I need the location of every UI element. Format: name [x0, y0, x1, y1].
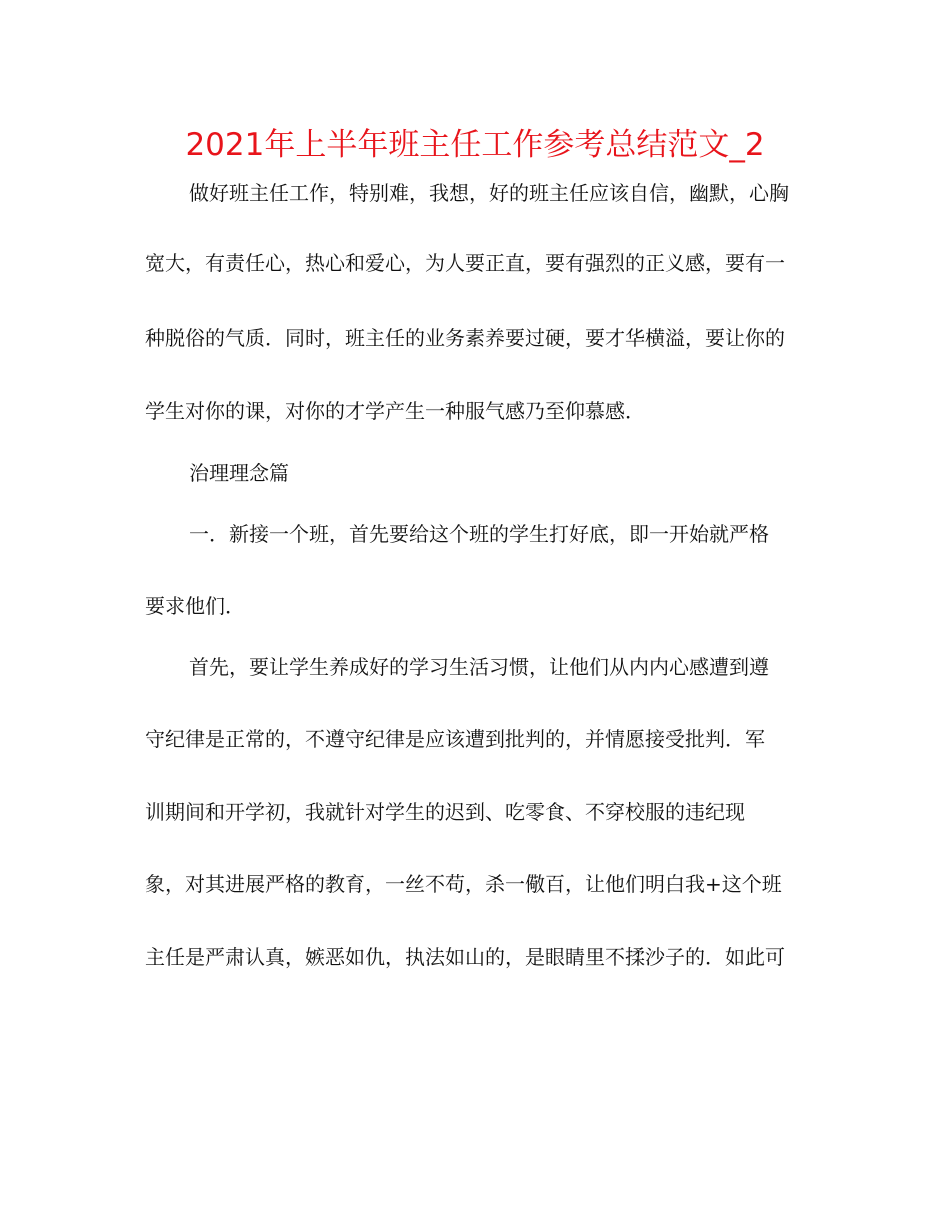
paragraph-line-2: 宽大，有责任心，热心和爱心，为人要正直，要有强烈的正义感，要有一 [145, 251, 785, 275]
paragraph-line-7: 要求他们． [145, 594, 245, 618]
paragraph-line-9: 守纪律是正常的，不遵守纪律是应该遭到批判的，并情愿接受批判．军 [145, 727, 765, 751]
paragraph-line-11: 象，对其进展严格的教育，一丝不苟，杀一儆百，让他们明白我+这个班 [145, 872, 782, 896]
paragraph-line-12: 主任是严肃认真，嫉恶如仇，执法如山的，是眼睛里不揉沙子的．如此可 [145, 945, 785, 969]
document-title: 2021年上半年班主任工作参考总结范文_2 [185, 127, 765, 163]
paragraph-line-3: 种脱俗的气质．同时，班主任的业务素养要过硬，要才华横溢，要让你的 [145, 326, 785, 350]
paragraph-line-4: 学生对你的课，对你的才学产生一种服气感乃至仰慕感． [145, 399, 645, 423]
paragraph-line-1: 做好班主任工作，特别难，我想，好的班主任应该自信，幽默，心胸 [189, 181, 789, 205]
paragraph-line-6: 一．新接一个班，首先要给这个班的学生打好底，即一开始就严格 [189, 522, 769, 546]
paragraph-line-8: 首先，要让学生养成好的学习生活习惯，让他们从内内心感遭到遵 [189, 655, 769, 679]
section-heading: 治理理念篇 [189, 461, 289, 485]
paragraph-line-10: 训期间和开学初，我就针对学生的迟到、吃零食、不穿校服的违纪现 [145, 800, 745, 824]
